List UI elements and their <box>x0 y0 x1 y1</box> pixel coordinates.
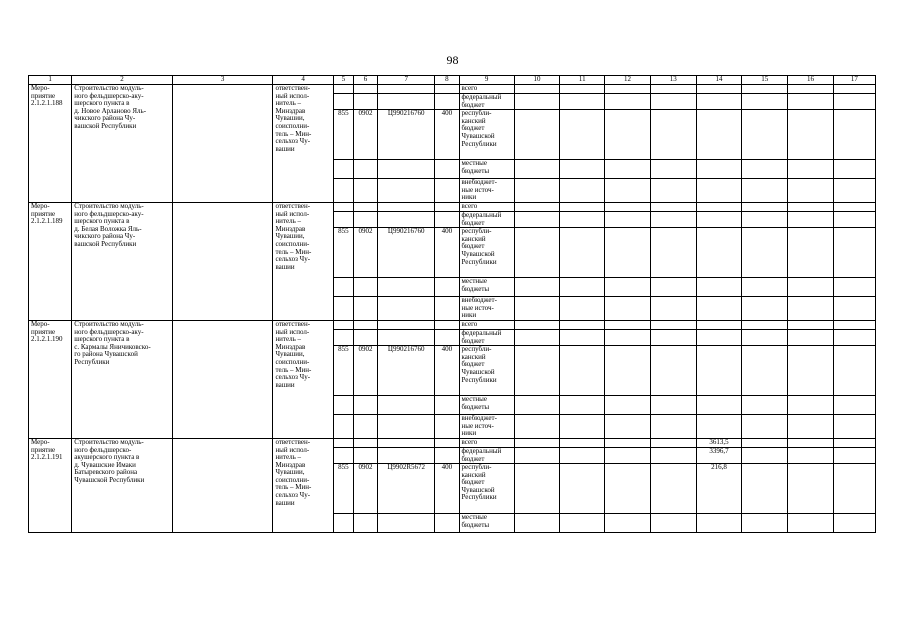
column-header: 5 <box>333 76 353 85</box>
empty-cell <box>833 447 875 463</box>
empty-cell <box>650 202 696 211</box>
empty-cell <box>605 415 650 439</box>
measure-name: Строительство модуль- ного фельдшерско-аку- шерского пункта в д. Белая Воложка Яль- чикского района Чу- вашской Республики <box>72 202 173 320</box>
measure-id: Меро- приятие 2.1.2.1.189 <box>29 202 72 320</box>
value-cell <box>696 346 741 396</box>
empty-cell <box>650 514 696 533</box>
empty-cell <box>788 297 833 321</box>
empty-cell <box>560 464 605 514</box>
empty-cell <box>560 396 605 415</box>
source-label: местные бюджеты <box>459 160 514 179</box>
code-cell <box>435 320 459 329</box>
executor: ответствен- ный испол- нитель – Минздрав Чувашии, соисполни- тель – Мин- сельхоз Чу- вашии <box>273 202 333 320</box>
code-cell <box>378 278 435 297</box>
empty-cell <box>514 278 559 297</box>
code-cell <box>378 211 435 227</box>
code-cell <box>353 211 377 227</box>
empty-cell <box>833 438 875 447</box>
code-cell <box>378 202 435 211</box>
code-cell <box>435 160 459 179</box>
empty-cell <box>514 464 559 514</box>
value-cell <box>696 329 741 345</box>
source-label: местные бюджеты <box>459 396 514 415</box>
column-header: 12 <box>605 76 650 85</box>
empty-cell <box>742 438 788 447</box>
executor: ответствен- ный испол- нитель – Минздрав Чувашии, соисполни- тель – Мин- сельхоз Чу- вашии <box>273 320 333 438</box>
empty-cell <box>650 415 696 439</box>
empty-cell <box>788 438 833 447</box>
column-header: 16 <box>788 76 833 85</box>
empty-cell <box>650 110 696 160</box>
source-label: республи- канский бюджет Чувашской Республики <box>459 110 514 160</box>
source-label: республи- канский бюджет Чувашской Республики <box>459 228 514 278</box>
code-cell <box>353 320 377 329</box>
empty-cell <box>650 396 696 415</box>
value-cell: 216,8 <box>696 464 741 514</box>
executor: ответствен- ный испол- нитель – Минздрав Чувашии, соисполни- тель – Мин- сельхоз Чу- вашии <box>273 438 333 532</box>
empty-cell <box>833 179 875 203</box>
measure-id: Меро- приятие 2.1.2.1.190 <box>29 320 72 438</box>
code-cell: 400 <box>435 228 459 278</box>
code-cell: 855 <box>333 110 353 160</box>
empty-cell <box>560 415 605 439</box>
empty-cell <box>172 85 273 203</box>
empty-cell <box>605 297 650 321</box>
empty-cell <box>514 85 559 94</box>
value-cell <box>696 211 741 227</box>
column-header: 4 <box>273 76 333 85</box>
column-header: 9 <box>459 76 514 85</box>
empty-cell <box>605 211 650 227</box>
code-cell <box>353 202 377 211</box>
empty-cell <box>788 514 833 533</box>
empty-cell <box>742 179 788 203</box>
empty-cell <box>514 415 559 439</box>
empty-cell <box>560 179 605 203</box>
empty-cell <box>514 110 559 160</box>
value-cell <box>696 160 741 179</box>
empty-cell <box>560 110 605 160</box>
empty-cell <box>742 320 788 329</box>
code-cell <box>435 94 459 110</box>
empty-cell <box>514 438 559 447</box>
empty-cell <box>788 211 833 227</box>
code-cell <box>333 329 353 345</box>
source-label: всего <box>459 202 514 211</box>
empty-cell <box>514 94 559 110</box>
source-label: внебюджет- ные источ- ники <box>459 179 514 203</box>
code-cell: 0902 <box>353 346 377 396</box>
column-header: 1 <box>29 76 72 85</box>
empty-cell <box>514 160 559 179</box>
empty-cell <box>605 202 650 211</box>
column-header: 10 <box>514 76 559 85</box>
empty-cell <box>560 85 605 94</box>
empty-cell <box>742 514 788 533</box>
empty-cell <box>833 346 875 396</box>
empty-cell <box>560 202 605 211</box>
empty-cell <box>788 415 833 439</box>
empty-cell <box>560 211 605 227</box>
empty-cell <box>560 94 605 110</box>
empty-cell <box>605 110 650 160</box>
code-cell: Ц990216760 <box>378 346 435 396</box>
value-cell <box>696 297 741 321</box>
empty-cell <box>742 202 788 211</box>
value-cell <box>696 94 741 110</box>
value-cell <box>696 228 741 278</box>
empty-cell <box>833 278 875 297</box>
empty-cell <box>605 228 650 278</box>
empty-cell <box>742 110 788 160</box>
empty-cell <box>650 94 696 110</box>
empty-cell <box>833 228 875 278</box>
column-header: 17 <box>833 76 875 85</box>
value-cell <box>696 278 741 297</box>
empty-cell <box>650 329 696 345</box>
empty-cell <box>650 179 696 203</box>
empty-cell <box>833 464 875 514</box>
value-cell <box>696 514 741 533</box>
code-cell: 0902 <box>353 228 377 278</box>
empty-cell <box>788 278 833 297</box>
code-cell <box>435 415 459 439</box>
empty-cell <box>788 329 833 345</box>
empty-cell <box>742 329 788 345</box>
empty-cell <box>514 320 559 329</box>
empty-cell <box>742 278 788 297</box>
code-cell <box>333 514 353 533</box>
source-label: федеральный бюджет <box>459 329 514 345</box>
code-cell <box>353 396 377 415</box>
column-header: 8 <box>435 76 459 85</box>
empty-cell <box>650 320 696 329</box>
value-cell: 3613,5 <box>696 438 741 447</box>
empty-cell <box>560 514 605 533</box>
table-row <box>29 202 876 211</box>
code-cell <box>333 211 353 227</box>
empty-cell <box>742 346 788 396</box>
source-label: федеральный бюджет <box>459 211 514 227</box>
source-label: федеральный бюджет <box>459 447 514 463</box>
code-cell <box>435 85 459 94</box>
empty-cell <box>560 346 605 396</box>
empty-cell <box>605 438 650 447</box>
code-cell <box>378 320 435 329</box>
source-label: местные бюджеты <box>459 278 514 297</box>
empty-cell <box>742 396 788 415</box>
empty-cell <box>742 85 788 94</box>
value-cell <box>696 396 741 415</box>
value-cell <box>696 202 741 211</box>
empty-cell <box>833 320 875 329</box>
code-cell: 855 <box>333 228 353 278</box>
budget-table <box>28 75 876 533</box>
measure-name: Строительство модуль- ного фельдшерско-аку- шерского пункта в с. Кармалы Яничиковско- го района Чувашской Республики <box>72 320 173 438</box>
column-header: 13 <box>650 76 696 85</box>
empty-cell <box>788 160 833 179</box>
empty-cell <box>833 110 875 160</box>
empty-cell <box>833 85 875 94</box>
header-row <box>29 76 876 85</box>
column-header: 11 <box>560 76 605 85</box>
table-row <box>29 85 876 94</box>
table-row <box>29 320 876 329</box>
code-cell: Ц990216760 <box>378 228 435 278</box>
empty-cell <box>514 447 559 463</box>
table-row <box>29 438 876 447</box>
empty-cell <box>788 228 833 278</box>
empty-cell <box>560 447 605 463</box>
empty-cell <box>172 202 273 320</box>
empty-cell <box>833 514 875 533</box>
empty-cell <box>172 320 273 438</box>
value-cell <box>696 415 741 439</box>
code-cell <box>333 415 353 439</box>
empty-cell <box>514 202 559 211</box>
source-label: внебюджет- ные источ- ники <box>459 415 514 439</box>
code-cell: 400 <box>435 346 459 396</box>
code-cell: Ц9902R5672 <box>378 464 435 514</box>
column-header: 3 <box>172 76 273 85</box>
code-cell <box>435 447 459 463</box>
code-cell <box>378 297 435 321</box>
empty-cell <box>560 160 605 179</box>
measure-name: Строительство модуль- ного фельдшерско- акушерского пункта в д. Чувашские Имаки Батыревского района Чувашской Республики <box>72 438 173 532</box>
empty-cell <box>514 396 559 415</box>
empty-cell <box>605 85 650 94</box>
empty-cell <box>788 110 833 160</box>
value-cell <box>696 320 741 329</box>
empty-cell <box>514 179 559 203</box>
code-cell: 0902 <box>353 464 377 514</box>
column-header: 15 <box>742 76 788 85</box>
empty-cell <box>742 415 788 439</box>
empty-cell <box>788 320 833 329</box>
empty-cell <box>788 94 833 110</box>
code-cell <box>435 514 459 533</box>
value-cell: 3396,7 <box>696 447 741 463</box>
empty-cell <box>650 464 696 514</box>
empty-cell <box>788 202 833 211</box>
empty-cell <box>788 447 833 463</box>
code-cell: 0902 <box>353 110 377 160</box>
measure-id: Меро- приятие 2.1.2.1.188 <box>29 85 72 203</box>
code-cell <box>353 297 377 321</box>
code-cell <box>435 297 459 321</box>
value-cell <box>696 179 741 203</box>
code-cell <box>353 415 377 439</box>
code-cell <box>435 211 459 227</box>
empty-cell <box>514 211 559 227</box>
column-header: 14 <box>696 76 741 85</box>
code-cell: 855 <box>333 464 353 514</box>
empty-cell <box>742 94 788 110</box>
code-cell <box>333 160 353 179</box>
source-label: местные бюджеты <box>459 514 514 533</box>
empty-cell <box>650 447 696 463</box>
measure-name: Строительство модуль- ного фельдшерско-аку- шерского пункта в д. Новое Арланово Яль- чикского района Чу- вашской Республики <box>72 85 173 203</box>
source-label: республи- канский бюджет Чувашской Республики <box>459 346 514 396</box>
page-number: 98 <box>446 53 459 67</box>
empty-cell <box>560 228 605 278</box>
empty-cell <box>650 278 696 297</box>
code-cell <box>353 85 377 94</box>
empty-cell <box>650 85 696 94</box>
empty-cell <box>650 228 696 278</box>
empty-cell <box>788 179 833 203</box>
empty-cell <box>605 179 650 203</box>
code-cell: 400 <box>435 464 459 514</box>
empty-cell <box>742 447 788 463</box>
code-cell <box>378 160 435 179</box>
empty-cell <box>172 438 273 532</box>
code-cell <box>353 438 377 447</box>
code-cell <box>435 202 459 211</box>
measure-id: Меро- приятие 2.1.2.1.191 <box>29 438 72 532</box>
code-cell <box>333 447 353 463</box>
code-cell <box>378 514 435 533</box>
code-cell <box>333 85 353 94</box>
code-cell: 855 <box>333 346 353 396</box>
source-label: внебюджет- ные источ- ники <box>459 297 514 321</box>
empty-cell <box>833 297 875 321</box>
empty-cell <box>833 202 875 211</box>
empty-cell <box>605 320 650 329</box>
source-label: федеральный бюджет <box>459 94 514 110</box>
empty-cell <box>788 85 833 94</box>
value-cell <box>696 110 741 160</box>
empty-cell <box>650 160 696 179</box>
empty-cell <box>605 447 650 463</box>
code-cell <box>378 329 435 345</box>
code-cell <box>435 278 459 297</box>
code-cell <box>333 179 353 203</box>
executor: ответствен- ный испол- нитель – Минздрав Чувашии, соисполни- тель – Мин- сельхоз Чу- вашии <box>273 85 333 203</box>
code-cell <box>435 329 459 345</box>
code-cell <box>378 447 435 463</box>
column-header: 7 <box>378 76 435 85</box>
empty-cell <box>560 329 605 345</box>
empty-cell <box>650 297 696 321</box>
empty-cell <box>514 514 559 533</box>
code-cell <box>333 320 353 329</box>
code-cell <box>353 514 377 533</box>
source-label: всего <box>459 320 514 329</box>
code-cell: 400 <box>435 110 459 160</box>
code-cell <box>435 179 459 203</box>
code-cell <box>378 438 435 447</box>
code-cell <box>435 396 459 415</box>
code-cell <box>333 278 353 297</box>
column-header: 2 <box>72 76 173 85</box>
code-cell <box>333 297 353 321</box>
code-cell <box>378 415 435 439</box>
code-cell <box>353 278 377 297</box>
code-cell <box>378 94 435 110</box>
empty-cell <box>605 464 650 514</box>
empty-cell <box>833 396 875 415</box>
empty-cell <box>605 94 650 110</box>
empty-cell <box>514 297 559 321</box>
empty-cell <box>833 211 875 227</box>
code-cell <box>333 396 353 415</box>
empty-cell <box>514 228 559 278</box>
empty-cell <box>650 211 696 227</box>
empty-cell <box>788 464 833 514</box>
code-cell <box>353 179 377 203</box>
code-cell <box>333 202 353 211</box>
empty-cell <box>514 329 559 345</box>
code-cell <box>378 85 435 94</box>
code-cell <box>378 179 435 203</box>
empty-cell <box>833 160 875 179</box>
empty-cell <box>742 464 788 514</box>
source-label: республи- канский бюджет Чувашской Республики <box>459 464 514 514</box>
empty-cell <box>742 211 788 227</box>
empty-cell <box>833 94 875 110</box>
empty-cell <box>605 396 650 415</box>
source-label: всего <box>459 85 514 94</box>
empty-cell <box>742 228 788 278</box>
empty-cell <box>605 329 650 345</box>
empty-cell <box>788 346 833 396</box>
code-cell <box>353 160 377 179</box>
code-cell <box>353 447 377 463</box>
empty-cell <box>833 329 875 345</box>
empty-cell <box>788 396 833 415</box>
empty-cell <box>650 438 696 447</box>
column-header: 6 <box>353 76 377 85</box>
empty-cell <box>605 160 650 179</box>
code-cell <box>333 438 353 447</box>
empty-cell <box>650 346 696 396</box>
empty-cell <box>605 514 650 533</box>
value-cell <box>696 85 741 94</box>
empty-cell <box>605 278 650 297</box>
empty-cell <box>560 320 605 329</box>
empty-cell <box>742 297 788 321</box>
empty-cell <box>560 438 605 447</box>
code-cell <box>353 329 377 345</box>
empty-cell <box>560 297 605 321</box>
code-cell <box>353 94 377 110</box>
empty-cell <box>560 278 605 297</box>
code-cell <box>435 438 459 447</box>
code-cell: Ц990216760 <box>378 110 435 160</box>
code-cell <box>378 396 435 415</box>
empty-cell <box>605 346 650 396</box>
empty-cell <box>742 160 788 179</box>
code-cell <box>333 94 353 110</box>
empty-cell <box>514 346 559 396</box>
source-label: всего <box>459 438 514 447</box>
empty-cell <box>833 415 875 439</box>
